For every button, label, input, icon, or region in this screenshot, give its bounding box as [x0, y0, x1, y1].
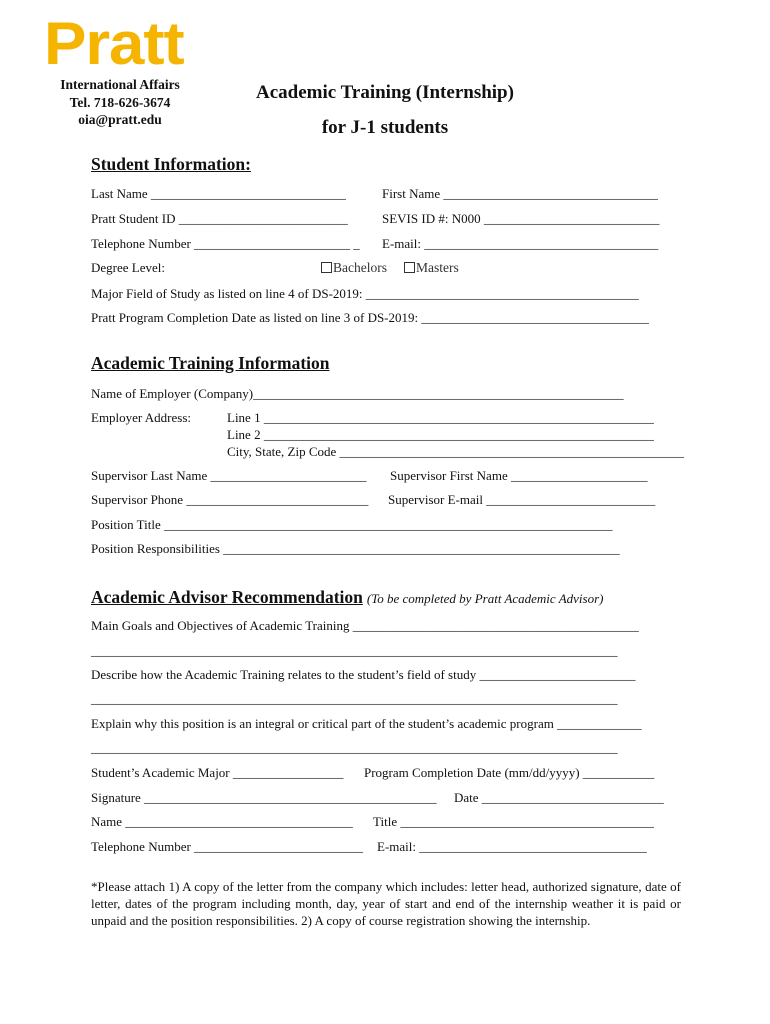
advisor-telephone-field[interactable]: Telephone Number __________________________: [91, 839, 364, 854]
address-line1-field[interactable]: Line 1 ____________________________________________________________: [227, 410, 654, 425]
advisor-name-field[interactable]: Name ___________________________________: [91, 814, 353, 829]
supervisor-email-field[interactable]: Supervisor E-mail __________________________: [388, 492, 656, 507]
position-title-field[interactable]: Position Title _____________________________________________________________________: [91, 517, 613, 532]
attachment-note: *Please attach 1) A copy of the letter from the company which includes: letter head, authorized signature, date of letter, dates of the program including month, day, year of start and end of the internship weather it is paid or unpaid and the position responsibilities. 2) A copy of course registration showing the internship.: [91, 879, 681, 928]
training-info-heading: Academic Training Information: [91, 353, 330, 373]
goals-field[interactable]: Main Goals and Objectives of Academic Training ____________________________________________: [91, 618, 639, 633]
office-name: International Affairs: [60, 77, 180, 92]
last-name-field[interactable]: Last Name ______________________________: [91, 186, 346, 201]
office-email: oia@pratt.edu: [78, 112, 162, 127]
pratt-logo: Pratt: [44, 10, 184, 77]
email-field[interactable]: E-mail: ____________________________________: [382, 236, 659, 251]
supervisor-phone-field[interactable]: Supervisor Phone ____________________________: [91, 492, 369, 507]
masters-option[interactable]: Masters: [404, 260, 459, 276]
sevis-id-field[interactable]: SEVIS ID #: N000 ___________________________: [382, 211, 660, 226]
title-line-2: for J-1 students: [321, 117, 449, 138]
program-completion-field[interactable]: Program Completion Date (mm/dd/yyyy) ___________: [364, 765, 655, 780]
supervisor-first-name-field[interactable]: Supervisor First Name _____________________: [390, 468, 648, 483]
position-responsibilities-field[interactable]: Position Responsibilities _____________________________________________________________: [91, 541, 620, 556]
advisor-heading: Academic Advisor Recommendation (To be completed by Pratt Academic Advisor): [91, 587, 604, 607]
date-field[interactable]: Date ____________________________: [454, 790, 664, 805]
relates-field[interactable]: Describe how the Academic Training relates to the student’s field of study ________________________: [91, 667, 636, 682]
completion-date-field[interactable]: Pratt Program Completion Date as listed on line 3 of DS-2019: ___________________________________: [91, 310, 649, 325]
first-name-field[interactable]: First Name _________________________________: [382, 186, 658, 201]
degree-level-label: Degree Level:: [91, 260, 165, 275]
employer-address-label: Employer Address:: [91, 410, 192, 425]
major-field[interactable]: Major Field of Study as listed on line 4 of DS-2019: __________________________________________: [91, 286, 639, 301]
advisor-title-field[interactable]: Title _______________________________________: [373, 814, 654, 829]
signature-field[interactable]: Signature _____________________________________________: [91, 790, 437, 805]
bachelors-checkbox[interactable]: [321, 262, 332, 273]
employer-name-field[interactable]: Name of Employer (Company)_________________________________________________________: [91, 386, 624, 401]
masters-checkbox[interactable]: [404, 262, 415, 273]
address-line2-field[interactable]: Line 2 ____________________________________________________________: [227, 427, 654, 442]
telephone-field[interactable]: Telephone Number ________________________ _: [91, 236, 360, 251]
bachelors-option[interactable]: Bachelors: [321, 260, 387, 276]
integral-field-continued[interactable]: _________________________________________________________________________________: [91, 740, 618, 755]
city-state-zip-field[interactable]: City, State, Zip Code _____________________________________________________: [227, 444, 685, 459]
goals-field-continued[interactable]: _________________________________________________________________________________: [91, 643, 618, 658]
office-contact: [40, 76, 200, 129]
office-tel: Tel. 718-626-3674: [69, 94, 171, 110]
academic-major-field[interactable]: Student’s Academic Major _________________: [91, 765, 344, 780]
student-id-field[interactable]: Pratt Student ID __________________________: [91, 211, 348, 226]
supervisor-last-name-field[interactable]: Supervisor Last Name ________________________: [91, 468, 367, 483]
integral-field[interactable]: Explain why this position is an integral or critical part of the student’s academic program _____________: [91, 716, 642, 731]
title-line-1: Academic Training (Internship): [256, 82, 514, 103]
advisor-email-field[interactable]: E-mail: ___________________________________: [377, 839, 647, 854]
advisor-note: (To be completed by Pratt Academic Advisor): [366, 591, 604, 606]
relates-field-continued[interactable]: _________________________________________________________________________________: [91, 691, 618, 706]
student-info-heading: Student Information:: [91, 154, 251, 174]
form-title: [200, 82, 570, 139]
